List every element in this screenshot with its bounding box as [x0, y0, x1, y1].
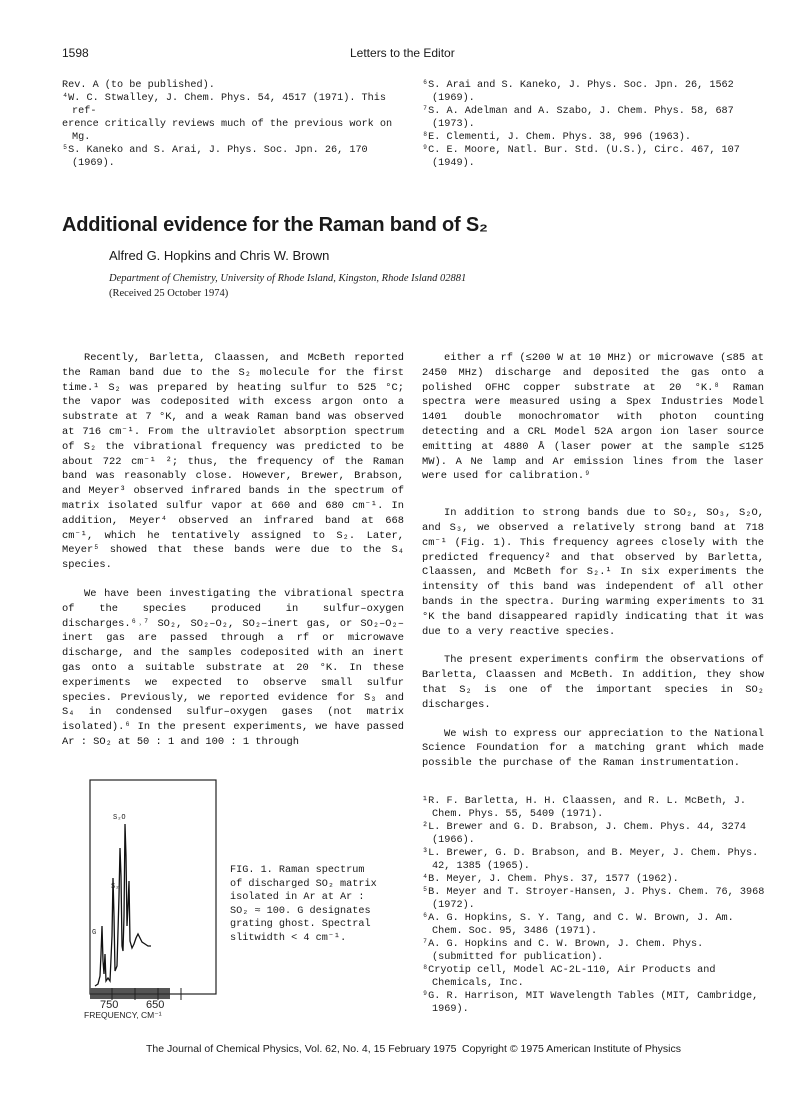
reference: ⁵B. Meyer and T. Stroyer-Hansen, J. Phys. Chem. 76, 3968 (1972). [422, 887, 765, 911]
prev-references-right [422, 79, 762, 170]
references-list [422, 795, 767, 1016]
prev-ref-line: ⁷S. A. Adelman and A. Szabo, J. Chem. Phys. 58, 687 (1973). [422, 106, 734, 130]
paragraph: We wish to express our appreciation to the National Science Foundation for a matching grant which made possible the purchase of the Raman instrumentation. [422, 727, 764, 770]
plot-frame [90, 780, 216, 994]
reference: ¹R. F. Barletta, H. H. Claassen, and R. L. McBeth, J. Chem. Phys. 55, 5409 (1971). [422, 796, 747, 820]
prev-ref-line: ⁹C. E. Moore, Natl. Bur. Std. (U.S.), Circ. 467, 107 (1949). [422, 145, 740, 169]
prev-ref-line: ⁵S. Kaneko and S. Arai, J. Phys. Soc. Jpn. 26, 170 (1969). [62, 145, 368, 169]
peak-label-g: G [92, 929, 97, 937]
reference: ⁷A. G. Hopkins and C. W. Brown, J. Chem. Phys. (submitted for publication). [422, 939, 704, 963]
figure-1 [62, 776, 222, 1020]
spectrum-trace [95, 824, 151, 986]
reference: ⁹G. R. Harrison, MIT Wavelength Tables (MIT, Cambridge, 1969). [422, 991, 759, 1015]
prev-ref-line: ⁸E. Clementi, J. Chem. Phys. 38, 996 (1963). [422, 132, 691, 143]
journal-citation: The Journal of Chemical Physics, Vol. 62, No. 4, 15 February 1975 [146, 1043, 457, 1055]
paragraph: either a rf (≤200 W at 10 MHz) or microwave (≤85 at 2450 MHz) discharge and deposited the gas onto a polished OFHC copper substrate at 20 °K.⁸ Raman spectra were measured using a Spex Industries Model 1401 double monochromator with photon counting detecting and a CRL Model 52A argon ion laser source emitting at 4880 Å (laser power at the sample ≤125 MW). A Ne lamp and Ar emission lines from the laser were used for calibration.⁹ [422, 352, 764, 483]
prev-references-left [62, 79, 407, 170]
article-title: Additional evidence for the Raman band of S₂ [62, 214, 488, 236]
tick-label-750: 750 [100, 999, 119, 1011]
affiliation: Department of Chemistry, University of Rhode Island, Kingston, Rhode Island 02881 [109, 273, 467, 284]
received-date: (Received 25 October 1974) [109, 288, 229, 299]
reference: ⁶A. G. Hopkins, S. Y. Tang, and C. W. Brown, J. Am. Chem. Soc. 95, 3486 (1971). [422, 913, 734, 937]
reference: ⁴B. Meyer, J. Chem. Phys. 37, 1577 (1962). [422, 874, 679, 885]
reference: ⁸Cryotip cell, Model AC-2L-110, Air Products and Chemicals, Inc. [422, 965, 716, 989]
figure-caption: FIG. 1. Raman spectrum of discharged SO₂ matrix isolated in Ar at Ar : SO₂ ≈ 100. G designates grating ghost. Spectral slitwidth < 4 cm⁻¹. [230, 865, 377, 944]
peak-label-s2o: S₂O [113, 814, 126, 822]
paragraph: We have been investigating the vibrational spectra of the species produced in sulfur–oxygen discharges.⁶˒⁷ SO₂, SO₂–O₂, SO₂–inert gas, or SO₂–O₂–inert gas are passed through a rf or microwave discharge, and the samples codeposited with an inert gas onto a suitable substrate at 20 °K. In these experiments we expected to observe small sulfur species. Previously, we reported evidence for S₃ and S₄ in condensed sulfur–oxygen gases (not matrix isolated).⁶ In the present experiments, we have passed Ar : SO₂ at 50 : 1 and 100 : 1 through [62, 587, 404, 748]
paragraph: The present experiments confirm the observations of Barletta, Claassen and McBeth. In addition, they show that S₂ is one of the important species in SO₂ discharges. [422, 654, 764, 711]
prev-ref-line: Rev. A (to be published). [62, 80, 215, 91]
running-title: Letters to the Editor [350, 46, 455, 60]
paragraph: In addition to strong bands due to SO₂, SO₃, S₂O, and S₃, we observed a relatively strong band at 718 cm⁻¹ (Fig. 1). This frequency agrees closely with the predicted frequency² and that observed by Barletta, Claassen, and McBeth for S₂.¹ In six experiments the intensity of this band was independent of all other bands in the spectra. During warming experiments to 31 °K the band disappeared rapidly indicating that it was due to a very reactive species. [422, 507, 764, 638]
authors: Alfred G. Hopkins and Chris W. Brown [109, 248, 330, 263]
copyright-notice: Copyright © 1975 American Institute of Physics [462, 1043, 682, 1055]
raman-spectrum-plot [62, 776, 222, 1020]
page-number: 1598 [62, 46, 89, 60]
reference: ²L. Brewer and G. D. Brabson, J. Chem. Phys. 44, 3274 (1966). [422, 822, 747, 846]
prev-ref-line: ⁴W. C. Stwalley, J. Chem. Phys. 54, 4517 (1971). This ref- [62, 93, 387, 117]
reference: ³L. Brewer, G. D. Brabson, and B. Meyer, J. Chem. Phys. 42, 1385 (1965). [422, 848, 759, 872]
prev-ref-line: erence critically reviews much of the previous work on Mg. [62, 119, 393, 143]
tick-label-650: 650 [146, 999, 165, 1011]
paragraph: Recently, Barletta, Claassen, and McBeth reported the Raman band due to the S₂ molecule for the first time.¹ S₂ was prepared by heating sulfur to 525 °C; the vapor was codeposited with excess argon onto a substrate at 7 °K, and a weak Raman band was observed at 716 cm⁻¹. From the ultraviolet absorption spectrum of S₂ the vibrational frequency was predicted to be about 722 cm⁻¹ ²; thus, the frequency of the Raman band was reasonably close. However, Brewer, Brabson, and Meyer³ observed infrared bands in the spectrum of matrix isolated sulfur vapor at 660 and 680 cm⁻¹. In addition, Meyer⁴ observed an infrared band at 668 cm⁻¹, which he tentatively assigned to S₂. Later, Meyer⁵ showed that these bands were due to the S₄ species. [62, 352, 404, 572]
body-right-column [422, 351, 764, 785]
prev-ref-line: ⁶S. Arai and S. Kaneko, J. Phys. Soc. Jpn. 26, 1562 (1969). [422, 80, 734, 104]
body-left-column [62, 351, 404, 764]
x-axis-label: FREQUENCY, CM⁻¹ [84, 1010, 162, 1020]
peak-label-s2: S₂ [111, 883, 120, 891]
